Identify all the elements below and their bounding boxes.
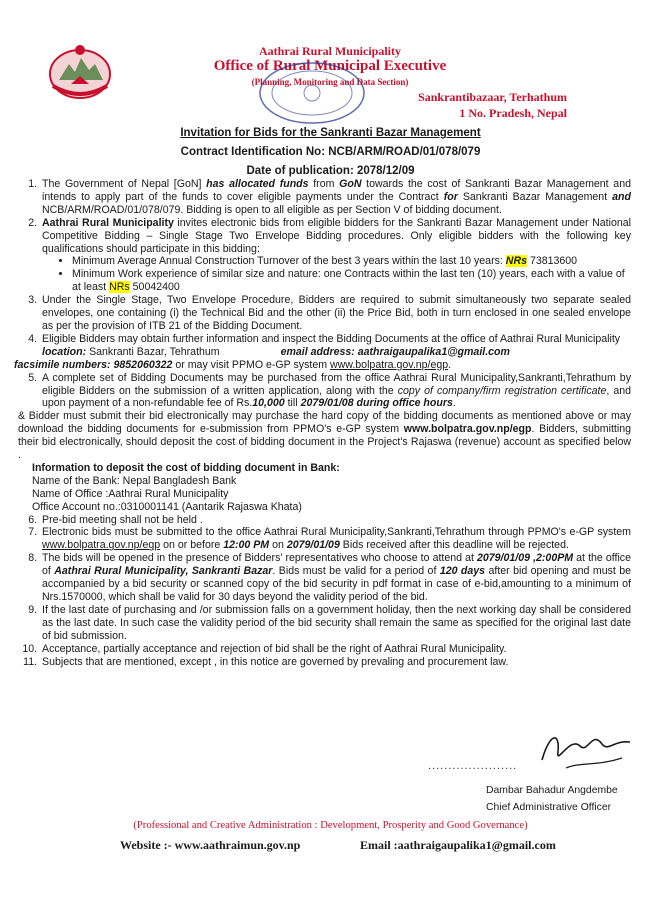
address-line-2: 1 No. Pradesh, Nepal [459,106,567,120]
qualification-list [42,255,631,294]
header-line-section: (Planning, Monitoring and Data Section) [251,77,409,87]
list-item: 7. Electronic bids must be submitted to the office Aathrai Rural Municipality,Sankranti,Tehrathum through PPMO's e-GP system www.bolpatra.gov.np/egp on or before 12:00 PM on 2079/01/09 Bids received after this deadline will be rejected. [40,526,631,552]
signature-icon [536,722,636,777]
list-item: • Minimum Average Annual Construction Turnover of the best 3 years within the last 10 years: NRs 73813600 [72,255,631,268]
list-item: 10. Acceptance, partially acceptance and rejection of bid shall be the right of Aathrai Rural Municipality. [40,643,631,656]
list-item: • Minimum Work experience of similar size and nature: one Contracts within the last ten (10) years, each with a value of at least NRs 50042400 [72,268,631,294]
notice-list [18,178,631,359]
nepal-emblem-icon [45,40,115,102]
office-stamp-icon [255,58,370,128]
footer-tagline: (Professional and Creative Administration : Development, Prosperity and Good Governance) [133,820,528,831]
bank-info: Information to deposit the cost of bidding document in Bank: Name of the Bank: Nepal Bangladesh Bank Name of Office :Aathrai Rural Municipality Office Account no.:0310001141 (Aantarik Rajaswa Khata) [32,461,340,513]
list-item: 11. Subjects that are mentioned, except , in this notice are governed by prevaling and procurement law. [40,656,631,669]
footer-email[interactable]: Email :aathraigaupalika1@gmail.com [360,838,556,852]
address-line-1: Sankrantibazaar, Terhathum [418,90,567,104]
publication-date: Date of publication: 2078/12/09 [246,165,415,177]
contract-id: Contract Identification No: NCB/ARM/ROAD/01/078/079 [180,146,481,158]
header-line-municipality: Aathrai Rural Municipality [258,44,401,58]
header-address [367,89,567,121]
notice-list-cont [18,372,631,411]
list-item: 2. Aathrai Rural Municipality invites electronic bids from eligible bidders for the Sankranti Bazar Management under National Competitive Bidding – Single Stage Two Envelope Bidding procedures. Only eligible bidders with the following key qualifications should participate in this bidding: • Minimum Average Annual Construction Turnover of the best 3 years within the last 10 years: NRs 73813600 • Minimum Work experience of similar size and nature: one Contracts within the last ten (10) years, each with a value of at least NRs 50042400 [40,217,631,294]
signatory-title: Chief Administrative Officer [486,802,612,813]
list-item: 5. A complete set of Bidding Documents may be purchased from the office Aathrai Rural Municipality,Sankranti,Tehrathum by eligible Bidders on the submission of a written application, along with the copy of company/firm registration certificate, and upon payment of a non-refundable fee of Rs.10,000 till 2079/01/08 during office hours. [40,372,631,411]
header-line-office: Office of Rural Municipal Executive [213,58,447,74]
notice-body [14,178,632,668]
egp-link[interactable]: www.bolpatra.gov.np/egp [403,423,532,436]
list-item: 8. The bids will be opened in the presence of Bidders' representatives who choose to attend at 2079/01/09 ,2:00PM at the office of Aathrai Rural Municipality, Sankranti Bazar. Bids must be valid for a period of 120 days after bid opening and must be accompanied by a bid security or scanned copy of the bid security in pdf format in case of e-bid,amounting to a minimum of Nrs.1570000, which shall be valid for 30 days beyond the validity period of the bid. [40,552,631,604]
notice-list-end [18,514,631,669]
signature-dots: ...................... [428,760,518,772]
egp-link[interactable]: www.bolpatra.gov.np/egp [42,539,161,552]
list-item: 4. Eligible Bidders may obtain further information and inspect the Bidding Documents at the office of Aathrai Rural Municipality location: Sankranti Bazar, Tehrathum email address: aathraigaupalika1@gmail.com [40,333,631,359]
signatory [486,782,626,816]
page-title: Invitation for Bids for the Sankranti Bazar Management [180,127,481,139]
list-item: 3. Under the Single Stage, Two Envelope Procedure, Bidders are required to submit simultaneously two separate sealed envelopes, one containing (i) the Technical Bid and the other (ii) the Price Bid, both in turn enclosed in one sealed envelope as per the provision of ITB 21 of the Bidding Document. [40,294,631,333]
list-item: 6. Pre-bid meeting shall not be held . [40,514,631,527]
list-item: 1. The Government of Nepal [GoN] has allocated funds from GoN towards the cost of Sankranti Bazar Management and intends to apply part of the funds to cover eligible payments under the Contract for Sankranti Bazar Management and NCB/ARM/ROAD/01/078/079. Bidding is open to all eligible as per Section V of bidding document. [40,178,631,217]
list-item: 9. If the last date of purchasing and /or submission falls on a government holiday, then the next working day shall be considered as the last date. In such case the validity period of the bid security shall remain the same as specified for the original last date of bid submission. [40,604,631,643]
egp-link[interactable]: www.bolpatra.gov.np/egp [329,358,449,371]
signatory-name: Dambar Bahadur Angdembe [486,785,618,796]
footer-website[interactable]: Website :- www.aathraimun.gov.np [120,838,301,852]
electronic-bid-paragraph: & Bidder must submit their bid electronically may purchase the hard copy of the bidding documents as mentioned above or may download the bidding documents for e-submission from PPMO's e-GP system www.bolpatra.gov.np/egp. Bidders, submitting their bid electronically, should deposit the cost of bidding document in the Project's Rajaswa (revenue) account as specified below . [18,410,631,462]
fax-line: facsimile numbers: 9852060322 or may visit PPMO e-GP system www.bolpatra.gov.np/egp. [14,358,452,371]
